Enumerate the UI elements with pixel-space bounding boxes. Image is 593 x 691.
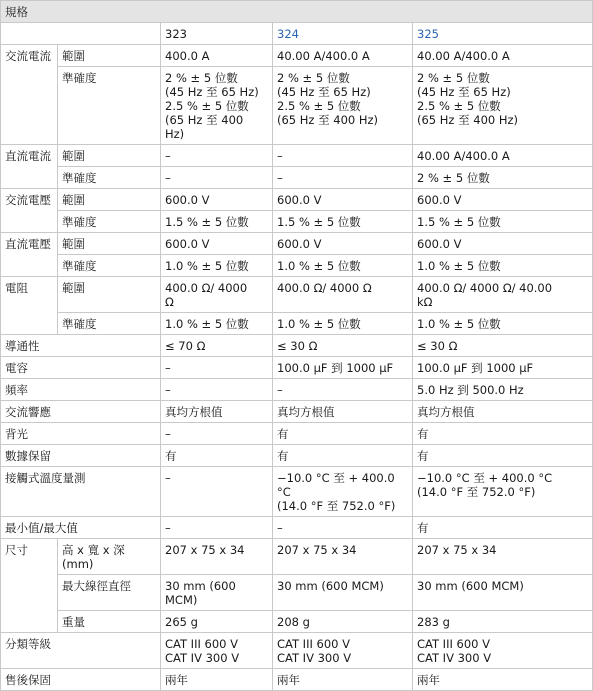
cell-323: 兩年 xyxy=(161,669,273,691)
cell-324: – xyxy=(273,145,413,167)
cell-324: CAT III 600 V CAT IV 300 V xyxy=(273,633,413,669)
cell-325: 100.0 μF 到 1000 μF xyxy=(413,357,593,379)
cell-323: 600.0 V xyxy=(161,233,273,255)
cell-324: 100.0 μF 到 1000 μF xyxy=(273,357,413,379)
cell-325: 真均方根值 xyxy=(413,401,593,423)
cell-324: 真均方根值 xyxy=(273,401,413,423)
table-row xyxy=(1,379,593,401)
table-header-row xyxy=(1,1,593,23)
cell-325: 有 xyxy=(413,517,593,539)
category-label: 電阻 xyxy=(1,277,58,335)
cell-323: – xyxy=(161,357,273,379)
table-row xyxy=(1,313,593,335)
sub-label: 準確度 xyxy=(58,313,161,335)
table-row xyxy=(1,277,593,313)
cell-324: 30 mm (600 MCM) xyxy=(273,575,413,611)
cell-323: 有 xyxy=(161,445,273,467)
table-row xyxy=(1,517,593,539)
cell-324: 400.0 Ω/ 4000 Ω xyxy=(273,277,413,313)
cell-323: – xyxy=(161,517,273,539)
cell-323: ≤ 70 Ω xyxy=(161,335,273,357)
cell-325: 1.5 % ± 5 位數 xyxy=(413,211,593,233)
sub-label: 範圍 xyxy=(58,233,161,255)
cell-324: 有 xyxy=(273,445,413,467)
cell-324: 208 g xyxy=(273,611,413,633)
table-row xyxy=(1,45,593,67)
sub-label: 準確度 xyxy=(58,211,161,233)
table-row xyxy=(1,401,593,423)
cell-324: −10.0 °C 至 + 400.0 °C (14.0 °F 至 752.0 °F) xyxy=(273,467,413,517)
table-row xyxy=(1,167,593,189)
cell-323: 2 % ± 5 位數 (45 Hz 至 65 Hz) 2.5 % ± 5 位數 (65 Hz 至 400 Hz) xyxy=(161,67,273,145)
cell-323: – xyxy=(161,423,273,445)
sub-label: 範圍 xyxy=(58,45,161,67)
table-row xyxy=(1,445,593,467)
model-324-link[interactable]: 324 xyxy=(273,23,413,45)
cell-325: 1.0 % ± 5 位數 xyxy=(413,255,593,277)
table-row xyxy=(1,575,593,611)
sub-label: 高 x 寬 x 深 (mm) xyxy=(58,539,161,575)
table-row xyxy=(1,145,593,167)
cell-323: 600.0 V xyxy=(161,189,273,211)
sub-label: 準確度 xyxy=(58,255,161,277)
cell-325: 40.00 A/400.0 A xyxy=(413,45,593,67)
category-label: 接觸式溫度量測 xyxy=(1,467,161,517)
cell-325: 有 xyxy=(413,423,593,445)
cell-324: ≤ 30 Ω xyxy=(273,335,413,357)
category-label: 最小值/最大值 xyxy=(1,517,161,539)
cell-323: – xyxy=(161,467,273,517)
category-label: 售後保固 xyxy=(1,669,161,691)
cell-323: 1.5 % ± 5 位數 xyxy=(161,211,273,233)
sub-label: 準確度 xyxy=(58,67,161,145)
cell-323: – xyxy=(161,379,273,401)
category-label: 背光 xyxy=(1,423,161,445)
cell-324: – xyxy=(273,379,413,401)
cell-323: – xyxy=(161,145,273,167)
cell-325: 207 x 75 x 34 xyxy=(413,539,593,575)
table-row xyxy=(1,211,593,233)
cell-323: 400.0 A xyxy=(161,45,273,67)
sub-label: 範圍 xyxy=(58,145,161,167)
cell-325: ≤ 30 Ω xyxy=(413,335,593,357)
category-label: 數據保留 xyxy=(1,445,161,467)
cell-323: CAT III 600 V CAT IV 300 V xyxy=(161,633,273,669)
table-row xyxy=(1,67,593,145)
category-label: 交流電流 xyxy=(1,45,58,145)
model-row-spacer xyxy=(1,23,161,45)
cell-325: 有 xyxy=(413,445,593,467)
table-row xyxy=(1,255,593,277)
cell-324: 1.0 % ± 5 位數 xyxy=(273,313,413,335)
sub-label: 範圍 xyxy=(58,189,161,211)
cell-324: 1.0 % ± 5 位數 xyxy=(273,255,413,277)
model-row xyxy=(1,23,593,45)
cell-324: 600.0 V xyxy=(273,189,413,211)
table-row xyxy=(1,233,593,255)
cell-325: −10.0 °C 至 + 400.0 °C (14.0 °F 至 752.0 °F) xyxy=(413,467,593,517)
cell-323: 1.0 % ± 5 位數 xyxy=(161,255,273,277)
cell-323: 207 x 75 x 34 xyxy=(161,539,273,575)
table-row xyxy=(1,335,593,357)
cell-325: 兩年 xyxy=(413,669,593,691)
cell-324: 207 x 75 x 34 xyxy=(273,539,413,575)
cell-324: 兩年 xyxy=(273,669,413,691)
category-label: 交流響應 xyxy=(1,401,161,423)
cell-324: 2 % ± 5 位數 (45 Hz 至 65 Hz) 2.5 % ± 5 位數 (65 Hz 至 400 Hz) xyxy=(273,67,413,145)
cell-323: 265 g xyxy=(161,611,273,633)
category-label: 尺寸 xyxy=(1,539,58,633)
model-325-link[interactable]: 325 xyxy=(413,23,593,45)
cell-325: 600.0 V xyxy=(413,189,593,211)
cell-323: 30 mm (600 MCM) xyxy=(161,575,273,611)
cell-325: 283 g xyxy=(413,611,593,633)
cell-325: 1.0 % ± 5 位數 xyxy=(413,313,593,335)
cell-323: – xyxy=(161,167,273,189)
cell-324: – xyxy=(273,517,413,539)
category-label: 電容 xyxy=(1,357,161,379)
sub-label: 重量 xyxy=(58,611,161,633)
cell-324: 有 xyxy=(273,423,413,445)
table-row xyxy=(1,423,593,445)
cell-324: – xyxy=(273,167,413,189)
cell-324: 1.5 % ± 5 位數 xyxy=(273,211,413,233)
category-label: 分類等級 xyxy=(1,633,161,669)
cell-325: 2 % ± 5 位數 (45 Hz 至 65 Hz) 2.5 % ± 5 位數 (65 Hz 至 400 Hz) xyxy=(413,67,593,145)
cell-325: 30 mm (600 MCM) xyxy=(413,575,593,611)
model-323-heading: 323 xyxy=(161,23,273,45)
cell-325: 600.0 V xyxy=(413,233,593,255)
cell-323: 真均方根值 xyxy=(161,401,273,423)
cell-325: 5.0 Hz 到 500.0 Hz xyxy=(413,379,593,401)
table-row xyxy=(1,611,593,633)
table-row xyxy=(1,189,593,211)
table-row xyxy=(1,539,593,575)
cell-323: 1.0 % ± 5 位數 xyxy=(161,313,273,335)
category-label: 頻率 xyxy=(1,379,161,401)
sub-label: 準確度 xyxy=(58,167,161,189)
category-label: 導通性 xyxy=(1,335,161,357)
cell-324: 600.0 V xyxy=(273,233,413,255)
cell-324: 40.00 A/400.0 A xyxy=(273,45,413,67)
table-row xyxy=(1,357,593,379)
cell-325: CAT III 600 V CAT IV 300 V xyxy=(413,633,593,669)
category-label: 直流電流 xyxy=(1,145,58,189)
cell-325: 40.00 A/400.0 A xyxy=(413,145,593,167)
cell-325: 400.0 Ω/ 4000 Ω/ 40.00 kΩ xyxy=(413,277,593,313)
table-row xyxy=(1,633,593,669)
cell-325: 2 % ± 5 位數 xyxy=(413,167,593,189)
table-title: 規格 xyxy=(1,1,593,23)
table-row xyxy=(1,669,593,691)
category-label: 交流電壓 xyxy=(1,189,58,233)
category-label: 直流電壓 xyxy=(1,233,58,277)
sub-label: 最大線徑直徑 xyxy=(58,575,161,611)
sub-label: 範圍 xyxy=(58,277,161,313)
table-row xyxy=(1,467,593,517)
cell-323: 400.0 Ω/ 4000 Ω xyxy=(161,277,273,313)
